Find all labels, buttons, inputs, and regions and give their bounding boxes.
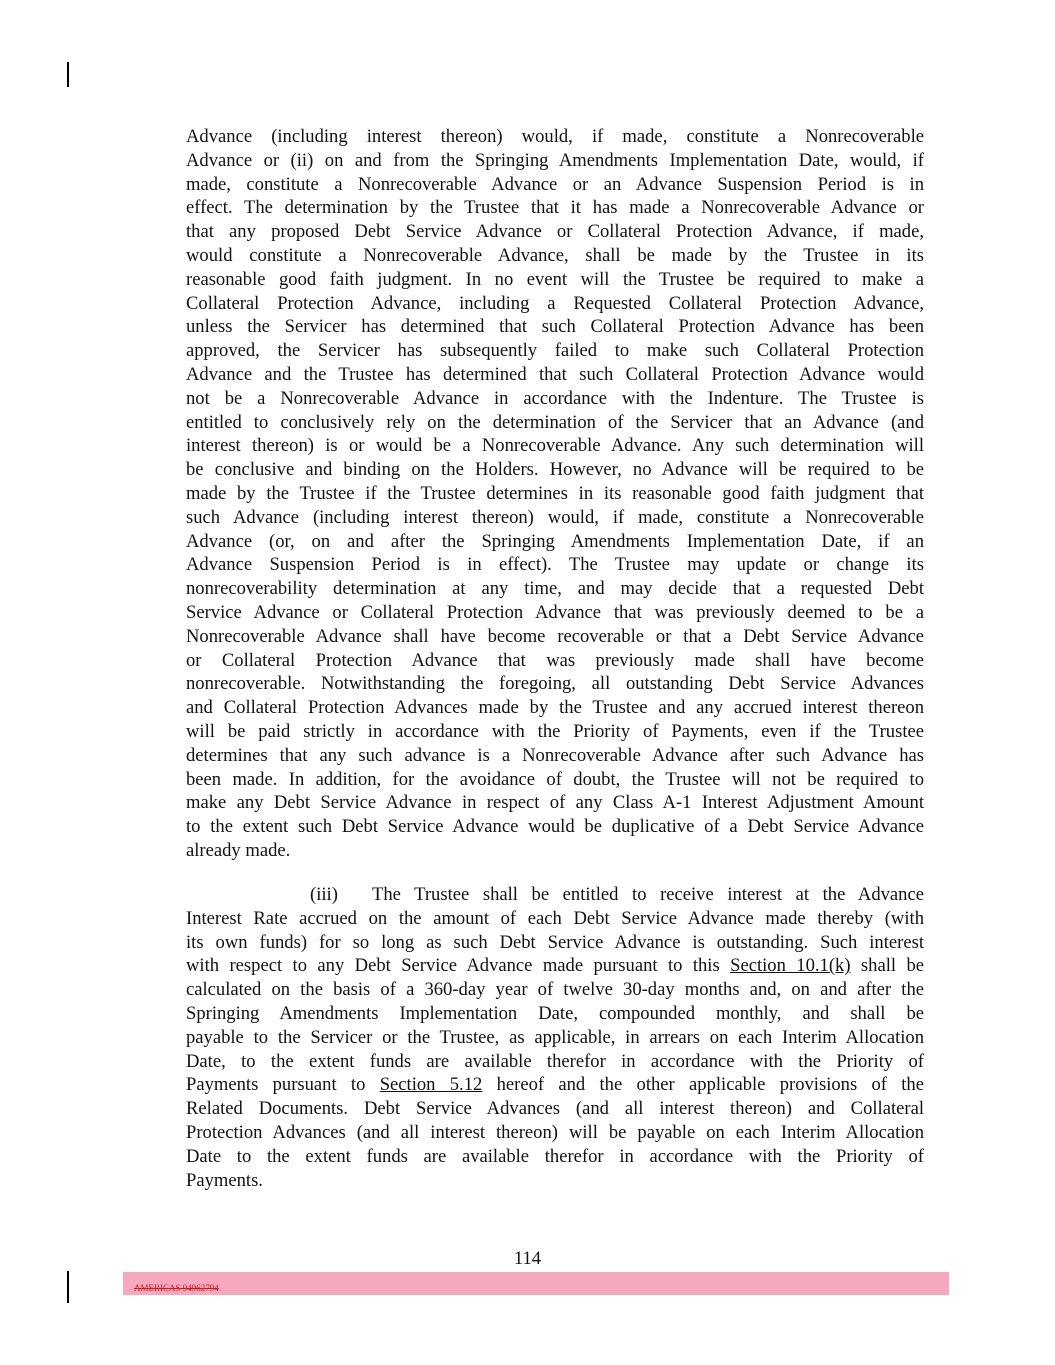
change-bar-top <box>67 62 69 87</box>
paragraph-line: approved, the Servicer has subsequently failed to make such Collateral Protection <box>186 340 924 362</box>
paragraph-line: that any proposed Debt Service Advance or Collateral Protection Advance, if made, <box>186 221 924 243</box>
paragraph-line: to the extent such Debt Service Advance would be duplicative of a Debt Service Advance <box>186 816 924 838</box>
paragraph-line: Date to the extent funds are available therefor in accordance with the Priority of <box>186 1145 924 1167</box>
paragraph-line: already made. <box>186 839 291 861</box>
paragraph-line: unless the Servicer has determined that such Collateral Protection Advance has been <box>186 316 924 338</box>
paragraph-line: effect. The determination by the Trustee that it has made a Nonrecoverable Advance or <box>186 197 924 219</box>
paragraph-line: been made. In addition, for the avoidance of doubt, the Trustee will not be required to <box>186 768 924 790</box>
paragraph-line: reasonable good faith judgment. In no event will the Trustee be required to make a <box>186 268 924 290</box>
paragraph-line: Advance or (ii) on and from the Springing Amendments Implementation Date, would, if <box>186 149 924 171</box>
paragraph-1 <box>186 125 924 863</box>
paragraph-line: made, constitute a Nonrecoverable Advance or an Advance Suspension Period is in <box>186 173 924 195</box>
line-text: shall be <box>850 955 925 977</box>
paragraph-line: determines that any such advance is a Nonrecoverable Advance after such Advance has <box>186 744 924 766</box>
paragraph-line: Date, to the extent funds are available therefor in accordance with the Priority of <box>186 1050 924 1072</box>
paragraph-line: would constitute a Nonrecoverable Advance, shall be made by the Trustee in its <box>186 244 924 266</box>
section-reference-10-1-k: Section 10.1(k) <box>730 955 851 977</box>
paragraph-line: its own funds) for so long as such Debt Service Advance is outstanding. Such interest <box>186 931 924 953</box>
paragraph-line <box>186 1073 924 1097</box>
enumerator: (iii) <box>310 884 338 905</box>
paragraph-line <box>186 883 924 907</box>
document-id: AMERICAS 94962794 <box>134 1283 219 1293</box>
paragraph-line: Advance and the Trustee has determined that such Collateral Protection Advance would <box>186 363 924 385</box>
paragraph-line: calculated on the basis of a 360-day year of twelve 30-day months and, on and after the <box>186 979 924 1001</box>
paragraph-line: interest thereon) is or would be a Nonrecoverable Advance. Any such determination will <box>186 435 924 457</box>
paragraph-line: such Advance (including interest thereon) would, if made, constitute a Nonrecoverable <box>186 506 924 528</box>
paragraph-line: Collateral Protection Advance, including a Requested Collateral Protection Advance, <box>186 292 924 314</box>
paragraph-line: Springing Amendments Implementation Date, compounded monthly, and shall be <box>186 1002 924 1024</box>
paragraph-line: made by the Trustee if the Trustee determines in its reasonable good faith judgment that <box>186 482 924 504</box>
paragraph-line: not be a Nonrecoverable Advance in accordance with the Indenture. The Trustee is <box>186 387 924 409</box>
paragraph-line: make any Debt Service Advance in respect of any Class A-1 Interest Adjustment Amount <box>186 792 924 814</box>
paragraph-line: Nonrecoverable Advance shall have become recoverable or that a Debt Service Advance <box>186 625 924 647</box>
paragraph-line: payable to the Servicer or the Trustee, as applicable, in arrears on each Interim Allocation <box>186 1026 924 1048</box>
paragraph-line: or Collateral Protection Advance that was previously made shall have become <box>186 649 924 671</box>
paragraph-line: will be paid strictly in accordance with the Priority of Payments, even if the Trustee <box>186 720 924 742</box>
footer-band <box>123 1272 949 1295</box>
paragraph-line: Interest Rate accrued on the amount of each Debt Service Advance made thereby (with <box>186 907 924 929</box>
line-text: Payments pursuant to <box>186 1074 380 1096</box>
paragraph-line: Advance (including interest thereon) would, if made, constitute a Nonrecoverable <box>186 126 924 147</box>
paragraph-line: Payments. <box>186 1169 263 1191</box>
paragraph-line: Related Documents. Debt Service Advances (and all interest thereon) and Collateral <box>186 1098 924 1120</box>
paragraph-line: and Collateral Protection Advances made by the Trustee and any accrued interest thereon <box>186 697 924 719</box>
paragraph-line: Advance Suspension Period is in effect). The Trustee may update or change its <box>186 554 924 576</box>
paragraph-line <box>186 954 924 978</box>
change-bar-bottom <box>67 1271 69 1303</box>
line-text: hereof and the other applicable provisions of the <box>482 1074 924 1096</box>
page-number: 114 <box>513 1248 542 1269</box>
paragraph-line: Service Advance or Collateral Protection Advance that was previously deemed to be a <box>186 601 924 623</box>
paragraph-line: nonrecoverability determination at any time, and may decide that a requested Debt <box>186 578 924 600</box>
section-reference-5-12: Section 5.12 <box>379 1074 483 1096</box>
paragraph-line: Protection Advances (and all interest thereon) will be payable on each Interim Allocation <box>186 1121 924 1143</box>
paragraph-2 <box>186 883 924 1192</box>
paragraph-line: be conclusive and binding on the Holders. However, no Advance will be required to be <box>186 459 924 481</box>
paragraph-line: Advance (or, on and after the Springing Amendments Implementation Date, if an <box>186 530 924 552</box>
line-text: with respect to any Debt Service Advance made pursuant to this <box>186 955 731 977</box>
line-text: The Trustee shall be entitled to receive interest at the Advance <box>372 884 924 905</box>
paragraph-line: nonrecoverable. Notwithstanding the foregoing, all outstanding Debt Service Advances <box>186 673 924 695</box>
paragraph-line: entitled to conclusively rely on the determination of the Servicer that an Advance (and <box>186 411 924 433</box>
